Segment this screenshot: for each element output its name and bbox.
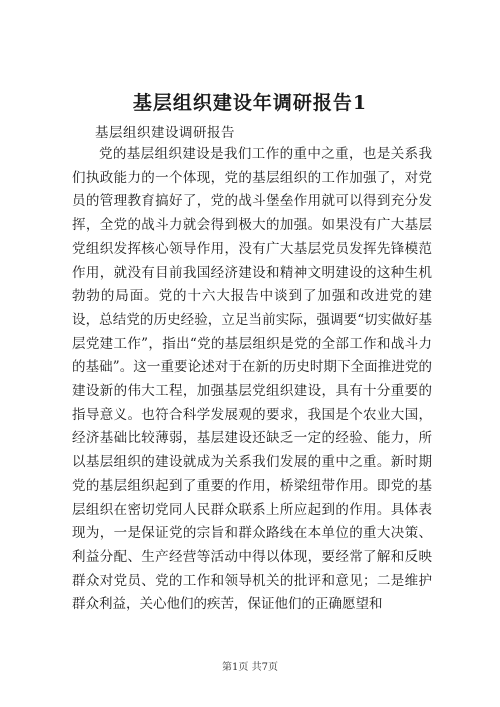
document-subtitle: 基层组织建设调研报告 (95, 125, 235, 141)
page-footer: 第1页 共7页 (222, 662, 278, 673)
document-title: 基层组织建设年调研报告1 (132, 92, 368, 114)
body-paragraph: 党的基层组织建设是我们工作的重中之重，也是关系我们执政能力的一个体现，党的基层组织的工作加强了，对党员的管理教育搞好了，党的战斗堡垒作用就可以得到充分发挥，全党的战斗力就会得到极大的加强。如果没有广大基层党组织发挥核心领导作用，没有广大基层党员发挥先锋模范作用，就没有目前我国经济建设和精神文明建设的这种生机勃勃的局面。党的十六大报告中谈到了加强和改进党的建设，总结党的历史经验，立足当前实际，强调要“切实做好基层党建工作”，指出“党的基层组织是党的全部工作和战斗力的基础”。这一重要论述对于在新的历史时期下全面推进党的建设新的伟大工程，加强基层党组织建设，具有十分重要的指导意义。也符合科学发展观的要求，我国是个农业大国，经济基础比较薄弱，基层建设还缺乏一定的经验、能力，所以基层组织的建设就成为关系我们发展的重中之重。新时期党的基层组织起到了重要的作用，桥梁纽带作用。即党的基层组织在密切党同人民群众联系上所应起到的作用。具体表现为，一是保证党的宗旨和群众路线在本单位的重大决策、利益分配、生产经营等活动中得以体现，要经常了解和反映群众对党员、党的工作和领导机关的批评和意见；二是维护群众利益，关心他们的疾苦，保证他们的正确愿望和 (72, 146, 432, 613)
